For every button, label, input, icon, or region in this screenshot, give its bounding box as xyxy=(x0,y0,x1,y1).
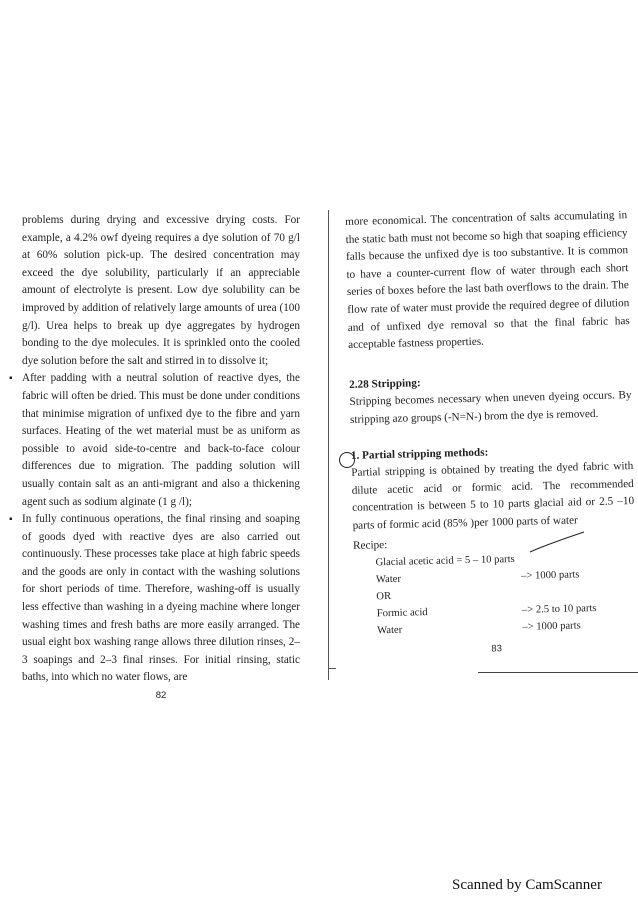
bullet-marker-icon: ▪ xyxy=(9,373,13,385)
scanner-watermark: Scanned by CamScanner xyxy=(452,877,602,893)
recipe-table xyxy=(375,549,603,639)
page-edge-line xyxy=(478,672,638,673)
recipe-cell: Formic acid xyxy=(376,607,428,620)
recipe-label: Recipe: xyxy=(352,538,388,552)
recipe-cell: Water xyxy=(375,573,402,586)
partial-paragraph: Partial stripping is obtained by treating the dyed fabric with dilute acetic acid or formic acid. The recommended concentration is between 5 to 10 parts glacial aid or 2.5 –10 parts of formic acid (85% )per 1000 parts of water xyxy=(351,460,635,532)
bullet-item-padding xyxy=(9,370,300,511)
recipe-cell: OR xyxy=(376,591,392,603)
bullet-marker-icon: ▪ xyxy=(9,514,13,526)
right-page xyxy=(345,207,638,661)
bullet-text: In fully continuous operations, the final rinsing and soaping of goods dyed with reactive dyes are also carried out continuously. These processes take place at high fabric speeds and the goods are only in contact with the washing solutions for short periods of time. Therefore, washing-off is usually less effective than washing in a dyeing machine where longer washing times and fresh baths are more easily arranged. The usual eight box washing range allows three dilution rinses, 2–3 soapings and 2–3 final rinses. For initial rinsing, static baths, into which no water flows, are xyxy=(22,513,300,684)
left-page xyxy=(9,212,300,705)
gutter-tick xyxy=(328,668,336,669)
recipe-cell: Glacial acetic acid = 5 – 10 parts xyxy=(375,554,515,569)
page-gutter-line xyxy=(328,210,329,680)
handwritten-pen-stroke xyxy=(528,530,588,556)
stripping-paragraph: Stripping becomes necessary when uneven dyeing occurs. By stripping azo groups (-N=N-) brom the dye is removed. xyxy=(349,389,632,426)
recipe-cell: Water xyxy=(377,624,403,637)
left-bullet-list xyxy=(9,370,300,687)
recipe-cell xyxy=(521,583,602,602)
section-heading-stripping: 2.28 Stripping: xyxy=(349,376,421,391)
recipe-cell: –> 2.5 to 10 parts xyxy=(521,603,597,616)
right-paragraph-1: more economical. The concentration of salts accumulating in the static bath must not become so high that soaping efficiency falls because the unfixed dye is too substantive. It is common to have a counter-current flow of water through each short series of boxes before the last bath overflows to the drain. The flow rate of water must provide the required degree of dilution and of unfixed dye removal so that the final fabric has acceptable fastness properties. xyxy=(345,209,630,352)
sub-heading-partial: 1. Partial stripping methods: xyxy=(350,446,489,462)
left-paragraph-1: problems during drying and excessive drying costs. For example, a 4.2% owf dyeing requires a dye solution of 70 g/l at 60% solution pick-up. The desired concentration may exceed the dye solubility, particularly if an appreciable amount of electrolyte is present. Low dye solubility can be improved by addition of relatively large amounts of urea (100 g/l). Urea helps to break up dye aggregates by hydrogen bonding to the dye molecules. It is sprinkled onto the cooled dye solution before the salt and stirred in to dissolve it; xyxy=(22,214,300,367)
recipe-cell: –> 1000 parts xyxy=(522,620,581,633)
page-number-left: 82 xyxy=(155,690,167,702)
recipe-cell: –> 1000 parts xyxy=(521,569,580,582)
handwritten-circle-mark xyxy=(339,452,355,468)
bullet-text: After padding with a neutral solution of reactive dyes, the fabric will often be dried. This must be done under conditions that minimise migration of unfixed dye to the fibre and yarn surfaces. Heating of the wet material must be as uniform as possible to avoid side-to-centre and back-to-face colour differences due to migration. The padding solution will usually contain salt as an anti-migrant and also a thickening agent such as sodium alginate (1 g /l); xyxy=(22,372,300,508)
page-number-right: 83 xyxy=(491,643,503,655)
bullet-item-continuous xyxy=(9,511,300,687)
